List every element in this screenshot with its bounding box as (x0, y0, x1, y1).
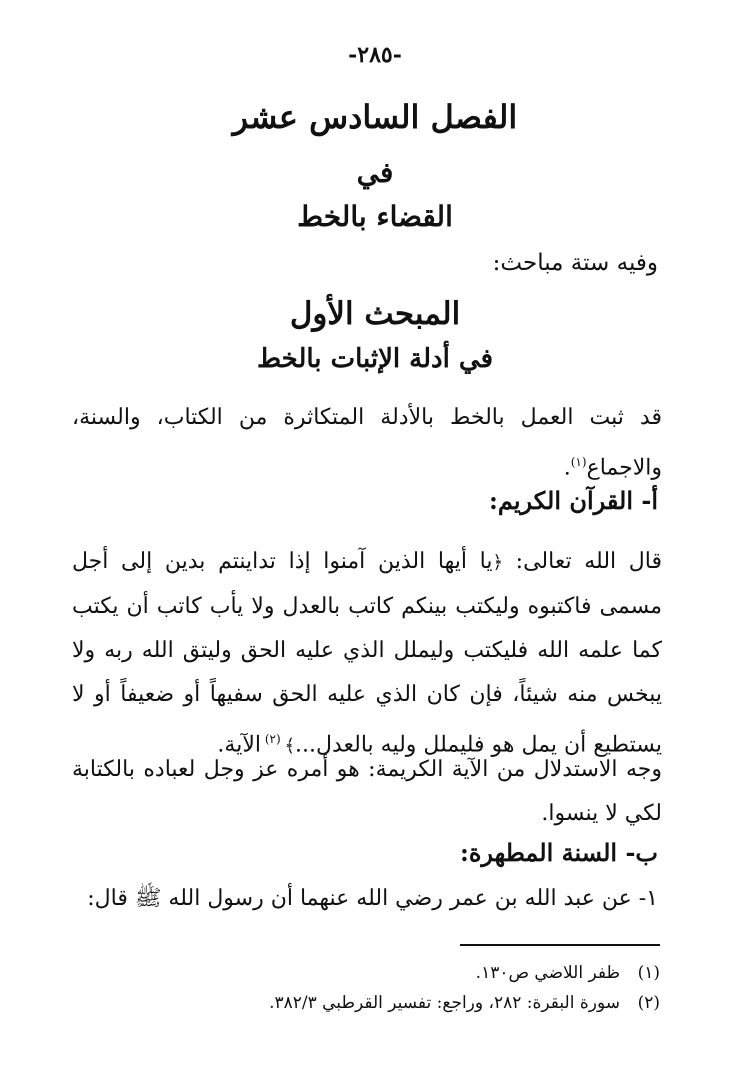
footnote-number: (٢) (637, 993, 660, 1013)
section-subtitle: في أدلة الإثبات بالخط (257, 344, 493, 374)
footnote-ref-2: (٢) (261, 732, 285, 746)
hadith-item (68, 884, 658, 916)
verse-open-bracket: ﴿ (492, 552, 503, 573)
footnote-1 (70, 958, 660, 988)
hadith-text: عن عبد الله بن عمر رضي الله عنهما أن رسول الله ﷺ قال: (87, 886, 632, 911)
hadith-number: ١- (631, 886, 658, 911)
verse-close-bracket: ﴾ (284, 735, 295, 757)
paragraph-evidence (72, 396, 662, 490)
section-title: المبحث الأول (289, 296, 461, 332)
verse-intro: قال الله تعالى: (503, 549, 663, 574)
verse-outro: الآية. (217, 732, 261, 758)
intro-text: وفيه ستة مباحث: (492, 250, 658, 276)
footnote-number: (١) (637, 963, 660, 983)
paragraph-inference: وجه الاستدلال من الآية الكريمة: هو أمره عز وجل لعباده بالكتابة لكي لا ينسوا. (72, 757, 662, 826)
verse-text: يا أيها الذين آمنوا إذا تداينتم بدين إلى أجل مسمى فاكتبوه وليكتب بينكم كاتب بالعدل ولا يأب كاتب أن يكتب كما علمه الله فليكتب وليملل الذي عليه الحق وليتق الله ربه ولا يبخس منه شيئاً، فإن كان الذي عليه الحق سفيهاً أو ضعيفاً أو لا يستطيع أن يمل هو فليملل وليه بالعدل... (72, 549, 662, 758)
chapter-title: الفصل السادس عشر (232, 98, 518, 136)
page-number: -٢٨٥- (348, 42, 402, 68)
footnotes (70, 958, 660, 1018)
chapter-preposition: في (356, 156, 394, 189)
footnote-ref-1: (١) (570, 455, 587, 469)
paragraph-end: . (563, 455, 571, 481)
footnote-text: ظفر اللاضي ص١٣٠. (475, 963, 620, 983)
footnote-divider (460, 944, 660, 946)
footnote-text: سورة البقرة: ٢٨٢، وراجع: تفسير القرطبي ٣٨٢/٣. (269, 993, 620, 1013)
paragraph-text: قد ثبت العمل بالخط بالأدلة المتكاثرة من الكتاب، والسنة، والاجماع (72, 405, 662, 481)
footnote-2 (70, 988, 660, 1018)
paragraph-quran-verse (72, 540, 662, 768)
chapter-subject: القضاء بالخط (297, 200, 453, 233)
heading-sunnah: ب- السنة المطهرة: (459, 838, 658, 867)
heading-quran: أ- القرآن الكريم: (489, 486, 658, 515)
